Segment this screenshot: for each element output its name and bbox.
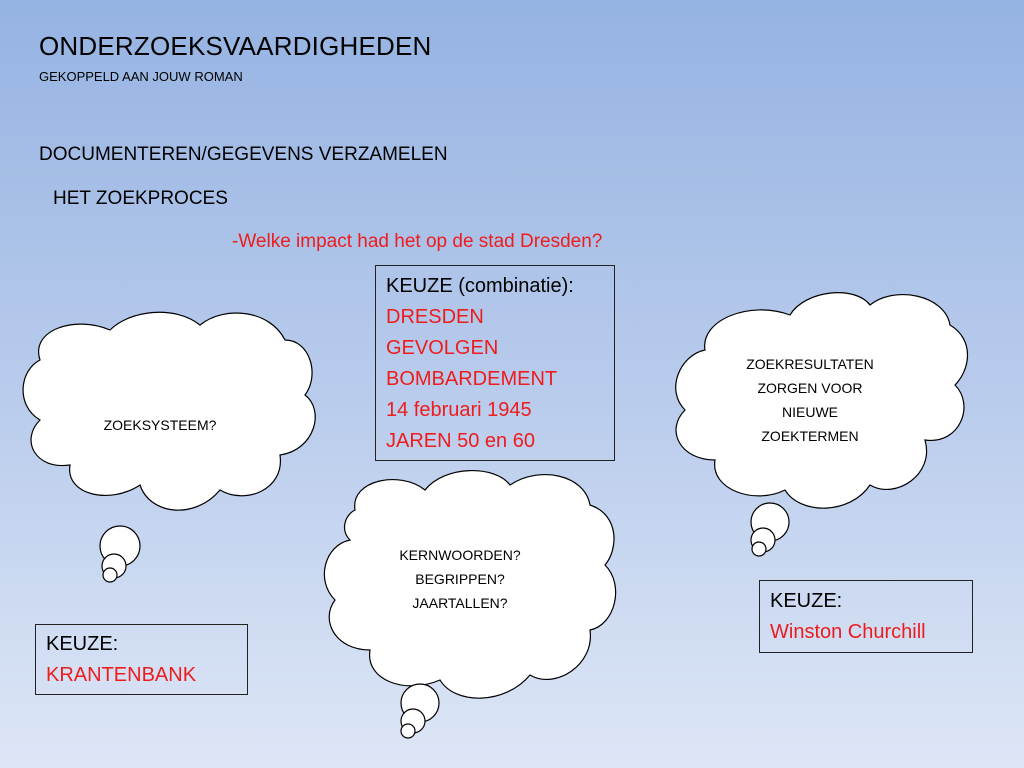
cloud-line: ZOEKSYSTEEM? xyxy=(103,417,217,433)
cloud-line: ZOEKTERMEN xyxy=(761,428,859,444)
cloud-line: KERNWOORDEN? xyxy=(399,547,521,563)
box-value: KRANTENBANK xyxy=(46,664,197,686)
cloud-line: BEGRIPPEN? xyxy=(415,571,505,587)
cloud-line: NIEUWE xyxy=(782,404,838,420)
keuze-churchill-box xyxy=(759,580,973,653)
keyword-item: DRESDEN xyxy=(386,306,484,328)
section-heading: DOCUMENTEREN/GEGEVENS VERZAMELEN xyxy=(39,144,448,165)
box-label: KEUZE: xyxy=(770,590,843,612)
keuze-combinatie-box xyxy=(375,265,615,461)
box-value: Winston Churchill xyxy=(770,621,926,643)
cloud-text-kernwoorden xyxy=(360,543,560,615)
keyword-item: BOMBARDEMENT xyxy=(386,368,558,390)
slide-subtitle: GEKOPPELD AAN JOUW ROMAN xyxy=(39,69,243,84)
box-label: KEUZE (combinatie): xyxy=(386,275,574,297)
thought-cloud-zoeksysteem xyxy=(23,312,315,582)
box-label: KEUZE: xyxy=(46,633,119,655)
slide-title: ONDERZOEKSVAARDIGHEDEN xyxy=(39,31,432,61)
keuze-krantenbank-box xyxy=(35,624,248,695)
research-question: -Welke impact had het op de stad Dresden? xyxy=(232,231,603,252)
subsection-heading: HET ZOEKPROCES xyxy=(53,188,228,209)
cloud-text-zoeksysteem xyxy=(60,413,260,437)
cloud-line: ZOEKRESULTATEN xyxy=(746,356,874,372)
cloud-line: JAARTALLEN? xyxy=(412,595,508,611)
cloud-text-zoekresultaten xyxy=(710,352,910,448)
keyword-item: 14 februari 1945 xyxy=(386,399,532,421)
keyword-item: GEVOLGEN xyxy=(386,337,499,359)
cloud-line: ZORGEN VOOR xyxy=(757,380,863,396)
keyword-item: JAREN 50 en 60 xyxy=(386,430,535,452)
